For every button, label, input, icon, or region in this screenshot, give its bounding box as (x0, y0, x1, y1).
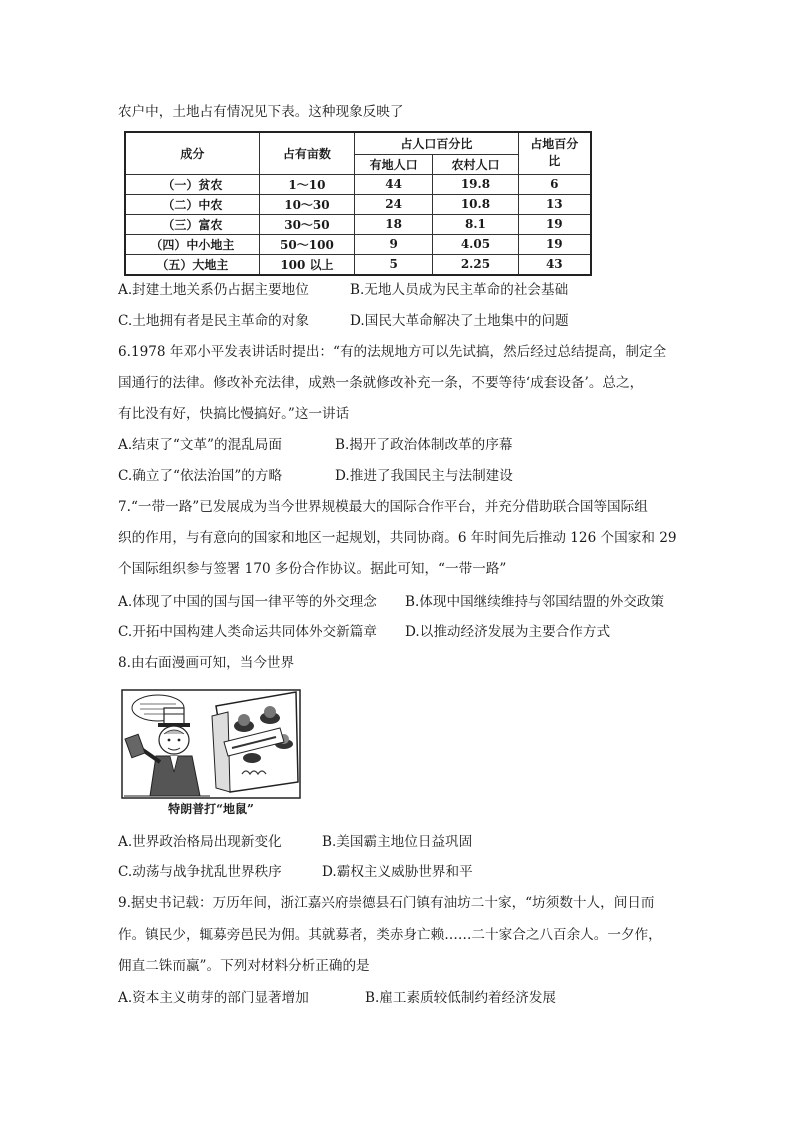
q9-stem-line1: 9.据史书记载：万历年间，浙江嘉兴府崇德县石门镇有油坊二十家，“坊须数十人，间日而 (118, 895, 655, 911)
cell-land-pct: 19 (518, 234, 591, 254)
table-row (125, 174, 591, 194)
cell-landed-pop: 24 (355, 194, 433, 214)
q7-option-d: D.以推动经济发展为主要合作方式 (405, 624, 611, 640)
cell-land-pct: 13 (518, 194, 591, 214)
cell-acres: 100 以上 (259, 254, 354, 275)
q8-option-d: D.霸权主义威胁世界和平 (322, 864, 473, 880)
q6-option-a: A.结束了“文革”的混乱局面 (118, 437, 282, 453)
cell-landed-pop: 5 (355, 254, 433, 275)
cell-rural-pop: 2.25 (433, 254, 518, 275)
cell-composition: （四）中小地主 (125, 234, 259, 254)
cell-landed-pop: 9 (355, 234, 433, 254)
q6-stem-line1: 6.1978 年邓小平发表讲话时提出：“有的法规地方可以先试搞，然后经过总结提高，制定全 (118, 344, 667, 360)
q7-option-b: B.体现中国继续维持与邻国结盟的外交政策 (405, 594, 664, 610)
cell-composition: （三）富农 (125, 214, 259, 234)
q5-option-d: D.国民大革命解决了土地集中的问题 (350, 313, 569, 329)
table-row (125, 194, 591, 214)
q7-option-c: C.开拓中国构建人类命运共同体外交新篇章 (118, 624, 377, 640)
cell-land-pct: 6 (518, 174, 591, 194)
land-ownership-table (124, 131, 592, 276)
header-rural-population: 农村人口 (433, 154, 518, 174)
q9-option-a: A.资本主义萌芽的部门显著增加 (118, 990, 309, 1006)
intro-line: 农户中，土地占有情况见下表。这种现象反映了 (118, 104, 404, 120)
cell-land-pct: 43 (518, 254, 591, 275)
cell-land-pct: 19 (518, 214, 591, 234)
header-land-percent (518, 132, 591, 174)
header-population-group: 占人口百分比 (355, 132, 519, 154)
q8-option-c: C.动荡与战争扰乱世界秩序 (118, 864, 282, 880)
q6-stem-line2: 国通行的法律。修改补充法律，成熟一条就修改补充一条，不要等待‘成套设备’。总之， (118, 375, 644, 391)
cell-rural-pop: 10.8 (433, 194, 518, 214)
q8-option-a: A.世界政治格局出现新变化 (118, 834, 282, 850)
cell-composition: （二）中农 (125, 194, 259, 214)
header-land-percent-line1: 占地百分 (530, 137, 579, 152)
cell-acres: 10～30 (259, 194, 354, 214)
q7-option-a: A.体现了中国的国与国一律平等的外交理念 (118, 594, 377, 610)
q5-option-b: B.无地人员成为民主革命的社会基础 (350, 282, 569, 298)
header-landed-population: 有地人口 (355, 154, 433, 174)
header-land-percent-line2: 比 (548, 154, 561, 169)
q9-stem-line3: 佣直二铢而赢”。下列对材料分析正确的是 (118, 958, 370, 974)
header-acres: 占有亩数 (259, 132, 354, 174)
cell-composition: （一）贫农 (125, 174, 259, 194)
trump-whack-a-mole-cartoon (120, 688, 302, 820)
q6-option-c: C.确立了“依法治国”的方略 (118, 468, 283, 484)
cell-composition: （五）大地主 (125, 254, 259, 275)
cell-rural-pop: 19.8 (433, 174, 518, 194)
q8-stem: 8.由右面漫画可知，当今世界 (118, 655, 295, 671)
q9-option-b: B.雇工素质较低制约着经济发展 (365, 990, 557, 1006)
cell-landed-pop: 18 (355, 214, 433, 234)
header-composition: 成分 (125, 132, 259, 174)
q6-option-b: B.揭开了政治体制改革的序幕 (335, 437, 513, 453)
q7-stem-line1: 7.“一带一路”已发展成为当今世界规模最大的国际合作平台，并充分借助联合国等国际组 (118, 499, 648, 515)
cell-acres: 50～100 (259, 234, 354, 254)
cartoon-caption: 特朗普打“地鼠” (168, 802, 254, 816)
table-row (125, 234, 591, 254)
q7-stem-line2: 织的作用，与有意向的国家和地区一起规划，共同协商。6 年时间先后推动 126 个国家和 29 (118, 530, 677, 546)
q5-option-c: C.土地拥有者是民主革命的对象 (118, 313, 309, 329)
table-row (125, 214, 591, 234)
q6-option-d: D.推进了我国民主与法制建设 (335, 468, 513, 484)
q9-stem-line2: 作。镇民少，辄募旁邑民为佣。其就募者，类赤身亡赖……二十家合之八百余人。一夕作， (118, 927, 662, 943)
q7-stem-line3: 个国际组织参与签署 170 多份合作协议。据此可知，“一带一路” (118, 561, 507, 577)
q5-option-a: A.封建土地关系仍占据主要地位 (118, 282, 309, 298)
cell-acres: 30～50 (259, 214, 354, 234)
q6-stem-line3: 有比没有好，快搞比慢搞好。”这一讲话 (118, 406, 350, 422)
cell-rural-pop: 8.1 (433, 214, 518, 234)
cell-acres: 1～10 (259, 174, 354, 194)
cell-rural-pop: 4.05 (433, 234, 518, 254)
table-row (125, 254, 591, 275)
q8-option-b: B.美国霸主地位日益巩固 (322, 834, 473, 850)
cell-landed-pop: 44 (355, 174, 433, 194)
